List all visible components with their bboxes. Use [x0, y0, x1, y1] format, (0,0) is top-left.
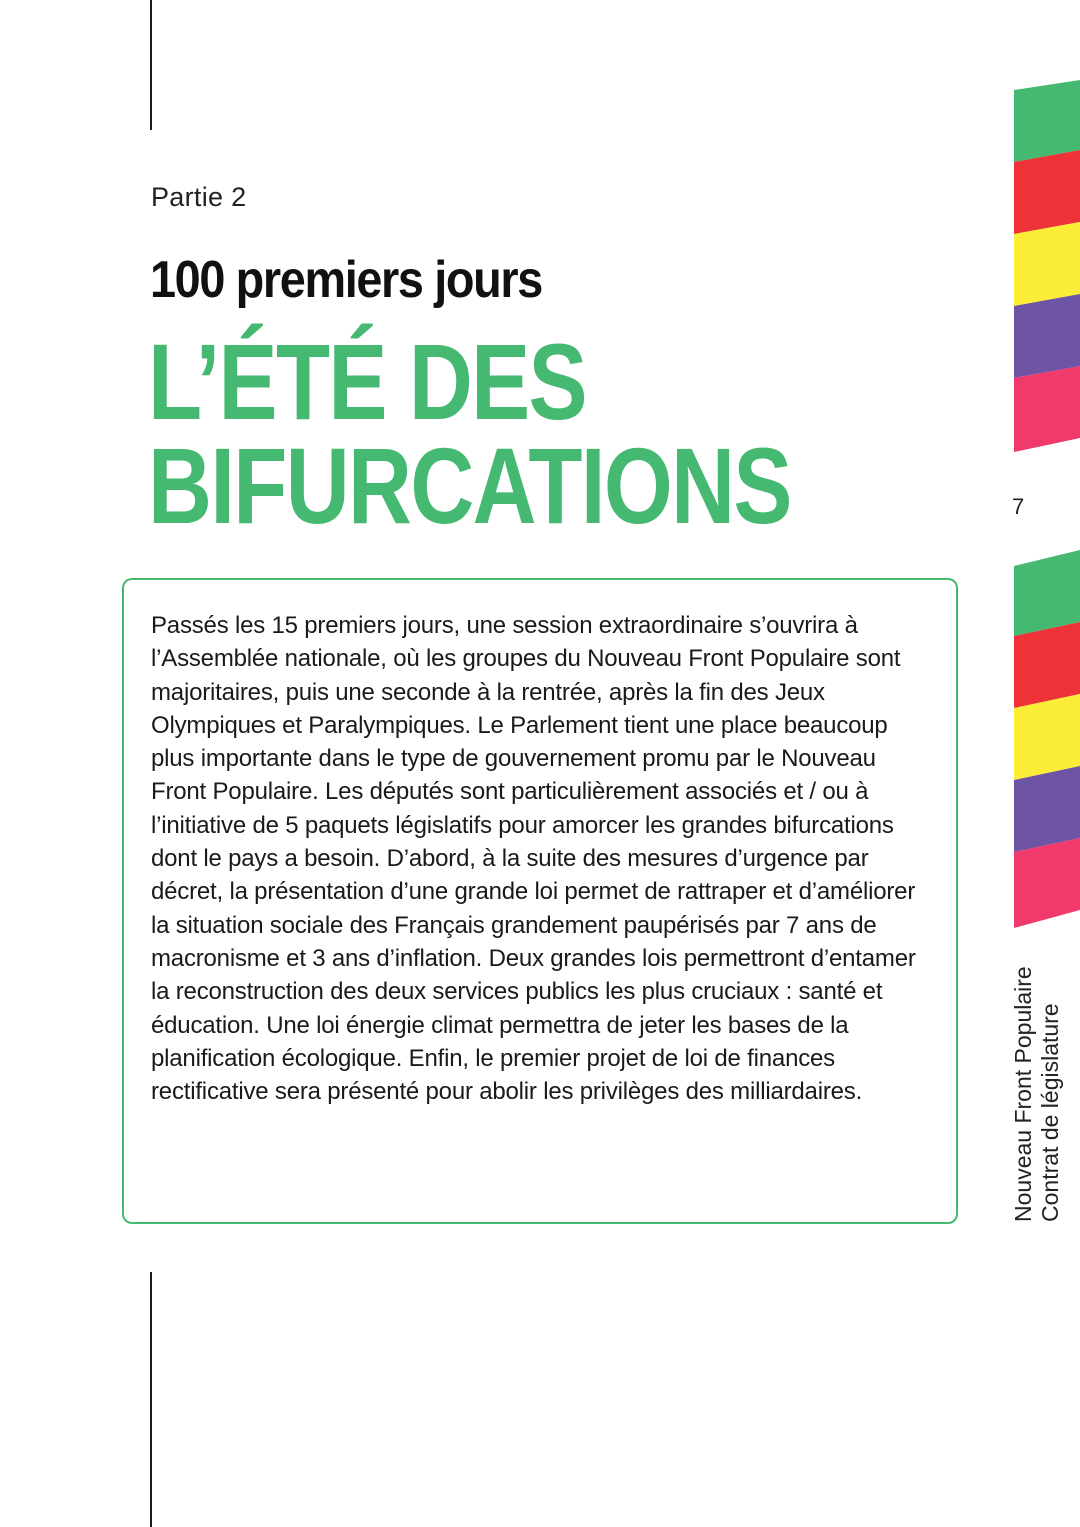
- stripe-green: [1014, 80, 1080, 162]
- text-box: [122, 578, 958, 1224]
- stripe-yellow: [1014, 222, 1080, 306]
- page-title: [148, 321, 791, 546]
- stripe-yellow: [1014, 694, 1080, 780]
- page-subtitle: 100 premiers jours: [150, 251, 542, 309]
- stripe-purple: [1014, 766, 1080, 852]
- stripes-graphic-top: [1014, 80, 1080, 452]
- top-vertical-rule: [150, 0, 152, 130]
- sidebar-doc-title: [1010, 966, 1064, 1222]
- bottom-vertical-rule: [150, 1272, 152, 1527]
- part-label: Partie 2: [151, 182, 247, 212]
- stripe-green: [1014, 550, 1080, 636]
- body-paragraph: Passés les 15 premiers jours, une session extraordinaire s’ouvrira à l’Assemblée nationale, où les groupes du Nouveau Front Populaire sont majoritaires, puis une seconde à la rentrée, après la fin des Jeux Olympiques et Paralympiques. Le Parlement tient une place beaucoup plus importante dans le type de gouvernement promu par le Nouveau Front Populaire. Les députés sont particulièrement associés et / ou à l’initiative de 5 paquets législatifs pour amorcer les grandes bifurcations dont le pays a besoin. D’abord, à la suite des mesures d’urgence par décret, la présentation d’une grande loi permet de rattraper et d’améliorer la situation sociale des Français grandement paupérisés par 7 ans de macronisme et 3 ans d’inflation. Deux grandes lois permettront d’entamer la reconstruction des deux services publics les plus cruciaux : santé et éducation. Une loi énergie climat permettra de jeter les bases de la planification écologique. Enfin, le premier projet de loi de finances rectificative sera présenté pour abolir les privilèges des milliardaires.: [151, 612, 916, 1106]
- stripes-graphic-bottom: [1014, 550, 1080, 928]
- sidebar-line-1: Nouveau Front Populaire: [1010, 966, 1036, 1222]
- stripe-purple: [1014, 294, 1080, 378]
- title-line-2: BIFURCATIONS: [148, 425, 791, 546]
- stripe-pink: [1014, 838, 1080, 928]
- color-stripes-top: [1014, 80, 1080, 452]
- stripe-red: [1014, 150, 1080, 234]
- stripe-red: [1014, 622, 1080, 708]
- stripe-pink: [1014, 366, 1080, 452]
- page-number: 7: [1012, 494, 1025, 519]
- title-line-1: L’ÉTÉ DES: [148, 321, 586, 442]
- sidebar-line-2: Contrat de législature: [1037, 1003, 1063, 1222]
- color-stripes-bottom: [1014, 550, 1080, 928]
